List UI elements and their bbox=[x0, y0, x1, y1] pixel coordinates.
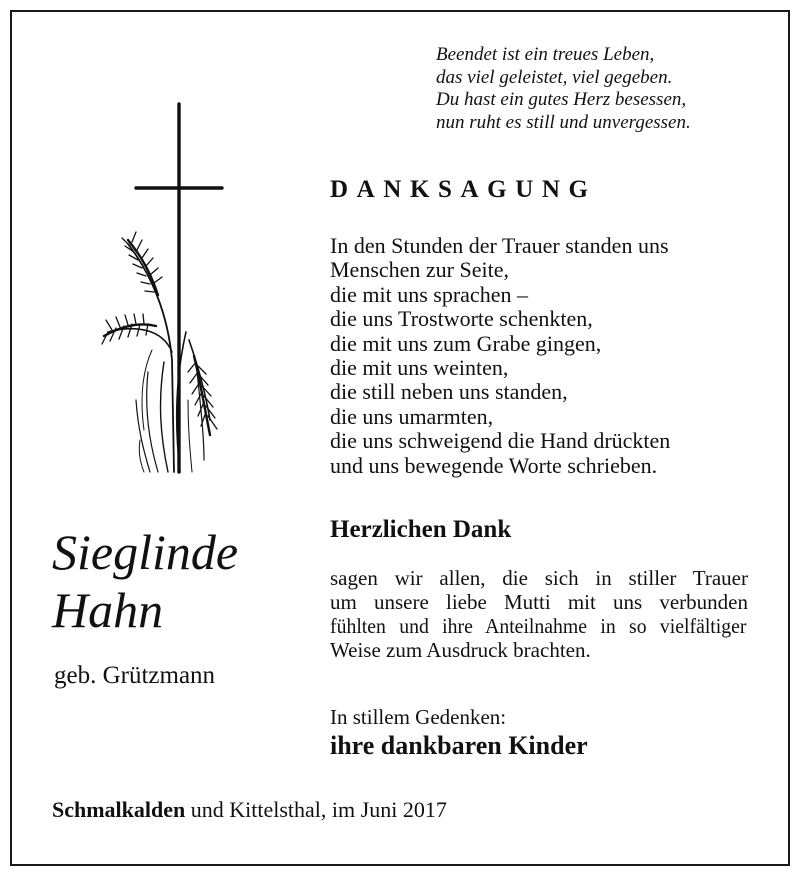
gratitude-line bbox=[330, 614, 748, 638]
gratitude-heading: Herzlichen Dank bbox=[330, 516, 512, 543]
gratitude-line-text: fühlten und ihre Anteilnahme in so vielfältiger bbox=[330, 614, 747, 638]
thanks-line: In den Stunden der Trauer standen uns bbox=[330, 233, 669, 258]
poem-line: das viel geleistet, viel gegeben. bbox=[436, 66, 673, 88]
thanks-line: die mit uns sprachen – bbox=[330, 281, 528, 307]
poem-line: Beendet ist ein treues Leben, bbox=[436, 44, 655, 65]
thanks-line: die mit uns weinten, bbox=[330, 355, 509, 381]
place-date bbox=[52, 797, 447, 823]
remembrance-line: In stillem Gedenken: bbox=[330, 705, 507, 729]
thanks-text bbox=[330, 234, 670, 478]
cross-with-wheat-icon bbox=[92, 100, 242, 480]
thanks-line: die uns Trostworte schenkten, bbox=[330, 306, 593, 332]
memorial-poem bbox=[436, 44, 766, 134]
thanks-line: die mit uns zum Grabe gingen, bbox=[330, 330, 602, 356]
place-town: Schmalkalden bbox=[52, 797, 186, 822]
gratitude-line: sagen wir allen, die sich in stiller Trauer bbox=[330, 566, 748, 590]
poem-line: Du hast ein gutes Herz besessen, bbox=[436, 89, 687, 110]
thanks-heading: DANKSAGUNG bbox=[330, 176, 597, 203]
signature: ihre dankbaren Kinder bbox=[330, 731, 588, 760]
gratitude-line: um unsere liebe Mutti mit uns verbunden bbox=[330, 590, 748, 614]
maiden-name: geb. Grützmann bbox=[54, 662, 216, 689]
first-name: Sieglinde bbox=[52, 524, 239, 580]
place-date-rest: und Kittelsthal, im Juni 2017 bbox=[185, 797, 447, 822]
thanks-line: die still neben uns standen, bbox=[330, 379, 568, 405]
thanks-line: die uns schweigend die Hand drückten bbox=[330, 428, 671, 454]
gratitude-text bbox=[330, 566, 748, 662]
thanks-line: und uns bewegende Worte schrieben. bbox=[330, 452, 658, 478]
thanks-line: die uns umarmten, bbox=[330, 403, 494, 429]
gratitude-line: Weise zum Ausdruck brachten. bbox=[330, 638, 591, 662]
thanks-line: Menschen zur Seite, bbox=[330, 257, 509, 283]
poem-line: nun ruht es still und unvergessen. bbox=[436, 111, 691, 133]
last-name: Hahn bbox=[52, 582, 164, 638]
deceased-name bbox=[52, 523, 238, 639]
